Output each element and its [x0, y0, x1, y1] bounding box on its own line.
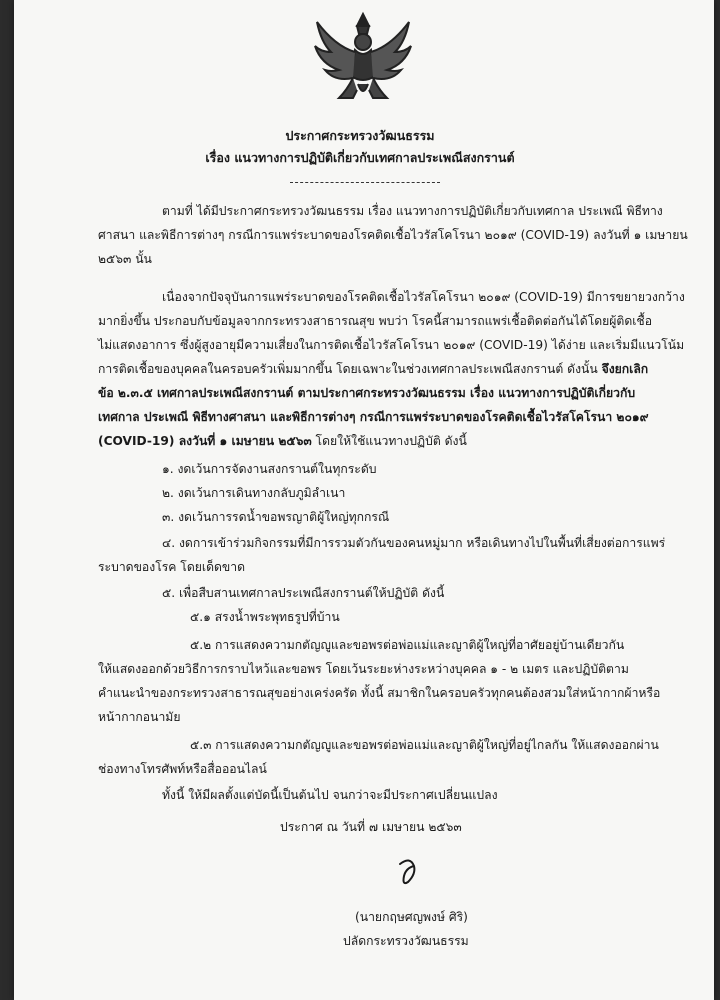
item5-1: ๕.๑ สรงน้ำพระพุทธรูปที่บ้าน [190, 610, 340, 624]
cancel-emphasis: จึงยกเลิก [601, 362, 649, 376]
announcement-subject: เรื่อง แนวทางการปฏิบัติเกี่ยวกับเทศกาลประเพณีสงกรานต์ [205, 150, 515, 165]
para2-line-3: ไม่แสดงอาการ ซึ่งผู้สูงอายุมีความเสี่ยงในการติดเชื้อไวรัสโคโรนา ๒๐๑๙ (COVID-19) ได้ง่าย และเริ่มมีแนวโน้ม [98, 338, 685, 352]
item5-2-line-1: ๕.๒ การแสดงความกตัญญูและขอพรต่อพ่อแม่และญาติผู้ใหญ่ที่อาศัยอยู่บ้านเดียวกัน [190, 638, 625, 652]
intro-line-3: ๒๕๖๓ นั้น [98, 252, 152, 266]
item5-3-line-1: ๕.๓ การแสดงความกตัญญูและขอพรต่อพ่อแม่และญาติผู้ใหญ่ที่อยู่ไกลกัน ให้แสดงออกผ่าน [190, 738, 659, 752]
announcement-heading [0, 125, 720, 169]
announcement-date: ประกาศ ณ วันที่ ๗ เมษายน ๒๕๖๓ [280, 820, 462, 834]
para2-line-6: เทศกาล ประเพณี พิธีทางศาสนา และพิธีการต่างๆ กรณีการแพร่ระบาดของโรคติดเชื้อไวรัสโคโรนา ๒๐๑๙ [98, 410, 649, 424]
list-item: ๓. งดเว้นการรดน้ำขอพรญาติผู้ใหญ่ทุกกรณี [162, 510, 390, 524]
para2-line-7 [98, 430, 467, 454]
title-divider [290, 182, 440, 183]
item5-2-line-2: ให้แสดงออกด้วยวิธีการกราบไหว้และขอพร โดยเว้นระยะห่างระหว่างบุคคล ๑ - ๒ เมตร และปฏิบัติตาม [98, 662, 629, 676]
item4-line-1: ๔. งดการเข้าร่วมกิจกรรมที่มีการรวมตัวกันของคนหมู่มาก หรือเดินทางไปในพื้นที่เสี่ยงต่อการแพร่ [162, 536, 666, 550]
item5-heading: ๕. เพื่อสืบสานเทศกาลประเพณีสงกรานต์ให้ปฏิบัติ ดังนี้ [162, 586, 445, 600]
item5-3-line-2: ช่องทางโทรศัพท์หรือสื่อออนไลน์ [98, 762, 267, 776]
para2-line-2: มากยิ่งขึ้น ประกอบกับข้อมูลจากกระทรวงสาธารณสุข พบว่า โรคนี้สามารถแพร่เชื้อติดต่อกันได้โดยผู้ติดเชื้อ [98, 314, 653, 328]
item5-2-line-4: หน้ากากอนามัย [98, 710, 181, 724]
announcement-title: ประกาศกระทรวงวัฒนธรรม [285, 128, 435, 143]
item4-line-2: ระบาดของโรค โดยเด็ดขาด [98, 560, 245, 574]
list-item: ๑. งดเว้นการจัดงานสงกรานต์ในทุกระดับ [162, 462, 377, 476]
para2-line-1: เนื่องจากปัจจุบันการแพร่ระบาดของโรคติดเชื้อไวรัสโคโรนา ๒๐๑๙ (COVID-19) มีการขยายวงกว้าง [162, 290, 685, 304]
signer-name: (นายกฤษศญพงษ์ ศิริ) [355, 910, 468, 924]
closing-statement: ทั้งนี้ ให้มีผลตั้งแต่บัดนี้เป็นต้นไป จนกว่าจะมีประกาศเปลี่ยนแปลง [162, 788, 498, 802]
signature [388, 850, 428, 890]
intro-line-2: ศาสนา และพิธีการต่างๆ กรณีการแพร่ระบาดของโรคติดเชื้อไวรัสโคโรนา ๒๐๑๙ (COVID-19) ลงวันที่ ๑ เมษายน [98, 228, 688, 242]
para2-line-5: ข้อ ๒.๓.๕ เทศกาลประเพณีสงกรานต์ ตามประกาศกระทรวงวัฒนธรรม เรื่อง แนวทางการปฏิบัติเกี่ยวกับ [98, 386, 636, 400]
para2-line-4-text: การติดเชื้อของบุคคลในครอบครัวเพิ่มมากขึ้น โดยเฉพาะในช่วงเทศกาลประเพณีสงกรานต์ ดังนั้น [98, 362, 602, 376]
intro-line-1: ตามที่ ได้มีประกาศกระทรวงวัฒนธรรม เรื่อง แนวทางการปฏิบัติเกี่ยวกับเทศกาล ประเพณี พิธีทาง [162, 204, 663, 218]
reference-date: (COVID-19) ลงวันที่ ๑ เมษายน ๒๕๖๓ [98, 434, 312, 448]
garuda-emblem [308, 6, 418, 116]
para2-line-7-text: โดยให้ใช้แนวทางปฏิบัติ ดังนี้ [311, 434, 467, 448]
signer-title: ปลัดกระทรวงวัฒนธรรม [343, 934, 469, 948]
para2-line-4 [98, 358, 648, 382]
list-item: ๒. งดเว้นการเดินทางกลับภูมิลำเนา [162, 486, 346, 500]
item5-2-line-3: คำแนะนำของกระทรวงสาธารณสุขอย่างเคร่งครัด ทั้งนี้ สมาชิกในครอบครัวทุกคนต้องสวมใส่หน้ากากผ้าหรือ [98, 686, 661, 700]
